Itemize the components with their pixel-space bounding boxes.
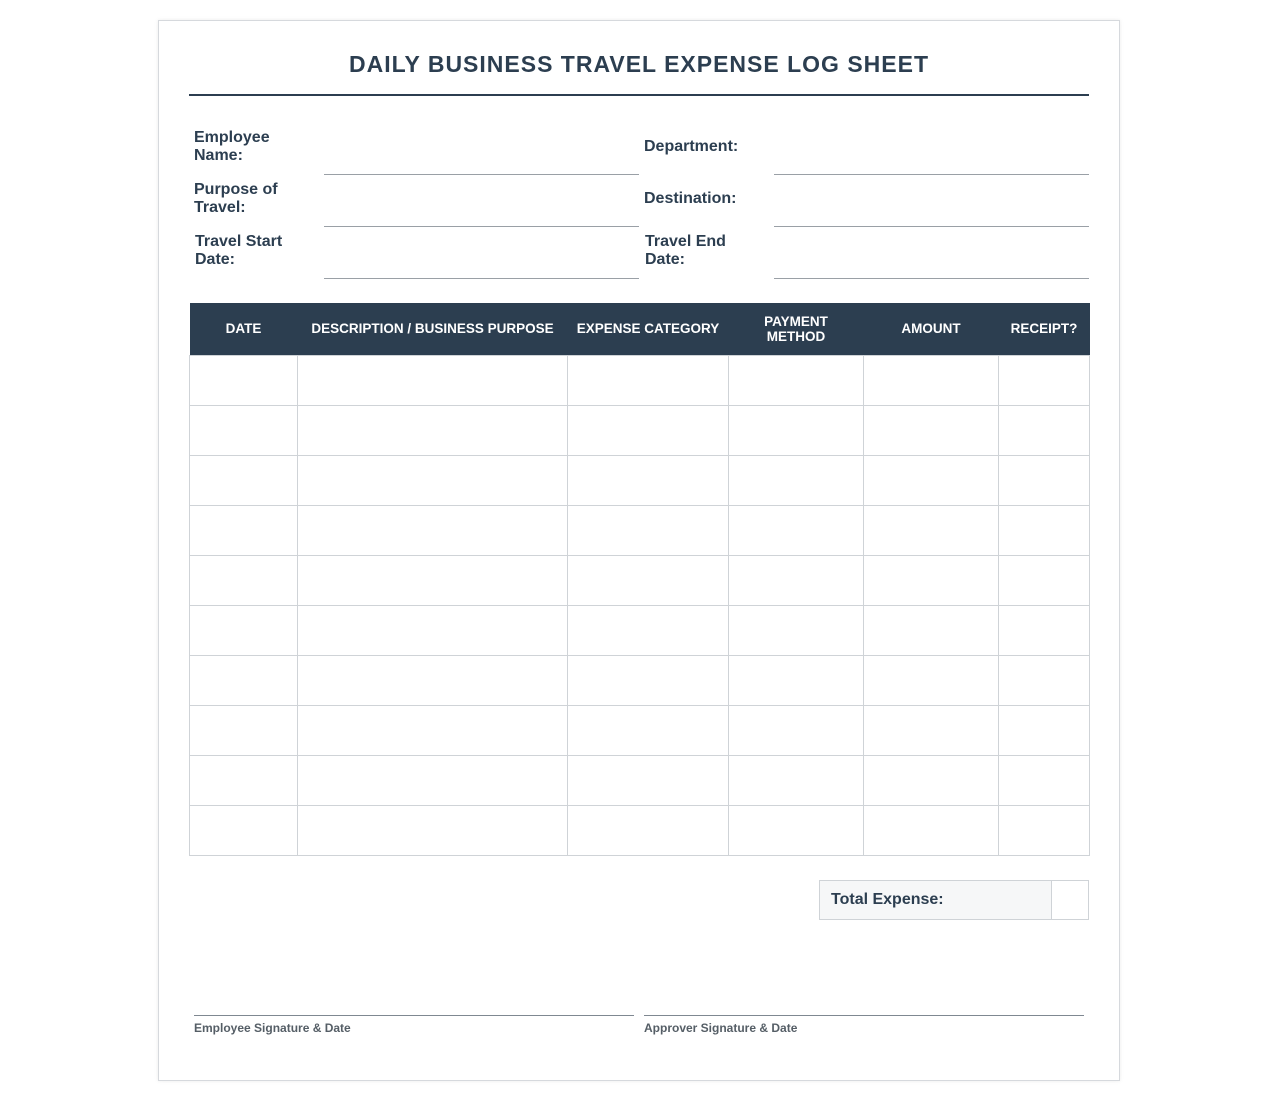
expense-table — [189, 303, 1090, 856]
cell-payment-method[interactable] — [729, 805, 864, 855]
cell-date[interactable] — [190, 505, 298, 555]
table-row — [190, 655, 1090, 705]
cell-payment-method[interactable] — [729, 755, 864, 805]
col-header-receipt: RECEIPT? — [999, 303, 1090, 355]
cell-amount[interactable] — [864, 705, 999, 755]
table-row — [190, 805, 1090, 855]
department-label: Department: — [644, 138, 739, 155]
table-row — [190, 605, 1090, 655]
cell-amount[interactable] — [864, 355, 999, 405]
cell-category[interactable] — [568, 455, 729, 505]
col-header-amount: AMOUNT — [864, 303, 999, 355]
cell-description[interactable] — [298, 555, 568, 605]
end-date-label: Travel End Date: — [645, 233, 726, 268]
cell-payment-method[interactable] — [729, 455, 864, 505]
cell-description[interactable] — [298, 505, 568, 555]
cell-date[interactable] — [190, 555, 298, 605]
destination-label: Destination: — [644, 190, 737, 207]
cell-description[interactable] — [298, 655, 568, 705]
cell-receipt[interactable] — [999, 755, 1090, 805]
cell-receipt[interactable] — [999, 505, 1090, 555]
cell-amount[interactable] — [864, 555, 999, 605]
table-row — [190, 555, 1090, 605]
table-row — [190, 455, 1090, 505]
total-expense-box — [819, 880, 1089, 920]
cell-receipt[interactable] — [999, 705, 1090, 755]
cell-date[interactable] — [190, 455, 298, 505]
cell-category[interactable] — [568, 505, 729, 555]
cell-category[interactable] — [568, 705, 729, 755]
cell-date[interactable] — [190, 805, 298, 855]
cell-receipt[interactable] — [999, 605, 1090, 655]
cell-amount[interactable] — [864, 755, 999, 805]
employee-name-label: Employee Name: — [194, 129, 270, 164]
cell-description[interactable] — [298, 705, 568, 755]
purpose-field[interactable] — [324, 226, 639, 227]
cell-category[interactable] — [568, 555, 729, 605]
table-header-row — [190, 303, 1090, 355]
col-header-description: DESCRIPTION / BUSINESS PURPOSE — [298, 303, 568, 355]
cell-category[interactable] — [568, 755, 729, 805]
cell-payment-method[interactable] — [729, 355, 864, 405]
start-date-field[interactable] — [324, 278, 639, 279]
cell-amount[interactable] — [864, 805, 999, 855]
cell-date[interactable] — [190, 755, 298, 805]
cell-description[interactable] — [298, 805, 568, 855]
table-body — [190, 355, 1090, 855]
approver-signature-label: Approver Signature & Date — [644, 1021, 798, 1035]
expense-log-sheet — [158, 20, 1120, 1081]
col-header-date: DATE — [190, 303, 298, 355]
cell-receipt[interactable] — [999, 455, 1090, 505]
cell-date[interactable] — [190, 405, 298, 455]
cell-payment-method[interactable] — [729, 505, 864, 555]
employee-signature-line[interactable] — [194, 1015, 634, 1016]
cell-payment-method[interactable] — [729, 405, 864, 455]
cell-amount[interactable] — [864, 505, 999, 555]
cell-receipt[interactable] — [999, 405, 1090, 455]
col-header-payment-method: PAYMENT METHOD — [729, 303, 864, 355]
page-title: DAILY BUSINESS TRAVEL EXPENSE LOG SHEET — [348, 51, 930, 77]
cell-description[interactable] — [298, 355, 568, 405]
total-expense-label: Total Expense: — [820, 881, 1052, 919]
start-date-label: Travel Start Date: — [195, 233, 283, 268]
cell-date[interactable] — [190, 355, 298, 405]
cell-amount[interactable] — [864, 655, 999, 705]
cell-payment-method[interactable] — [729, 555, 864, 605]
total-expense-value[interactable] — [1052, 881, 1088, 919]
cell-payment-method[interactable] — [729, 605, 864, 655]
employee-signature-label: Employee Signature & Date — [194, 1021, 351, 1035]
cell-category[interactable] — [568, 405, 729, 455]
cell-amount[interactable] — [864, 405, 999, 455]
cell-category[interactable] — [568, 355, 729, 405]
cell-description[interactable] — [298, 405, 568, 455]
cell-category[interactable] — [568, 605, 729, 655]
cell-date[interactable] — [190, 605, 298, 655]
cell-category[interactable] — [568, 655, 729, 705]
destination-field[interactable] — [774, 226, 1089, 227]
cell-receipt[interactable] — [999, 655, 1090, 705]
table-row — [190, 705, 1090, 755]
cell-category[interactable] — [568, 805, 729, 855]
department-field[interactable] — [774, 174, 1089, 175]
approver-signature-line[interactable] — [644, 1015, 1084, 1016]
cell-amount[interactable] — [864, 455, 999, 505]
cell-amount[interactable] — [864, 605, 999, 655]
cell-description[interactable] — [298, 605, 568, 655]
cell-payment-method[interactable] — [729, 655, 864, 705]
table-row — [190, 405, 1090, 455]
table-row — [190, 505, 1090, 555]
cell-date[interactable] — [190, 655, 298, 705]
employee-name-field[interactable] — [324, 174, 639, 175]
cell-payment-method[interactable] — [729, 705, 864, 755]
table-row — [190, 755, 1090, 805]
cell-date[interactable] — [190, 705, 298, 755]
col-header-category: EXPENSE CATEGORY — [568, 303, 729, 355]
table-row — [190, 355, 1090, 405]
cell-description[interactable] — [298, 755, 568, 805]
cell-receipt[interactable] — [999, 805, 1090, 855]
cell-receipt[interactable] — [999, 355, 1090, 405]
cell-receipt[interactable] — [999, 555, 1090, 605]
title-divider — [189, 94, 1089, 96]
purpose-label: Purpose of Travel: — [194, 181, 278, 216]
cell-description[interactable] — [298, 455, 568, 505]
end-date-field[interactable] — [774, 278, 1089, 279]
